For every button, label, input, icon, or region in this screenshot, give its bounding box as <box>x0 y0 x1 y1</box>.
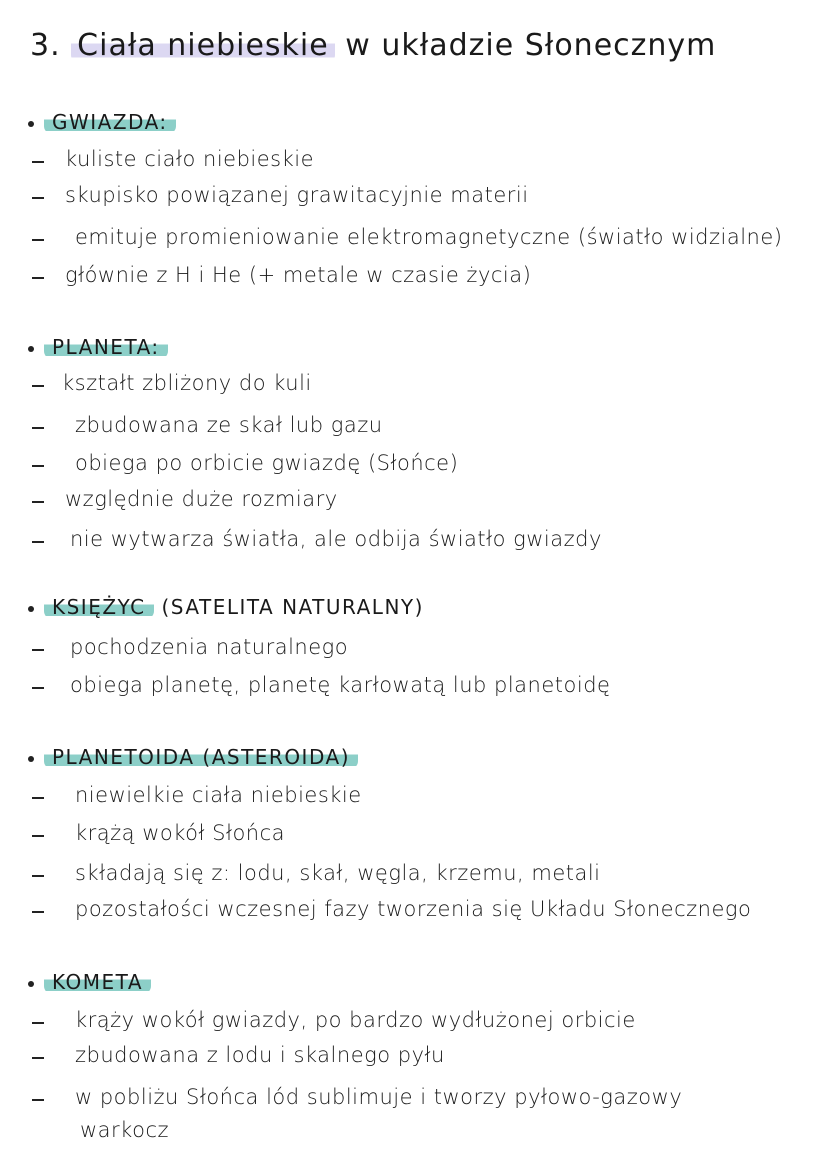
dash-icon <box>32 465 44 467</box>
section-heading <box>28 335 168 359</box>
list-item: kształt zbliżony do kuli <box>62 371 312 395</box>
dash-icon <box>32 161 44 163</box>
list-item: w pobliżu Słońca lód sublimuje i tworzy pyłowo-gazowy <box>75 1085 683 1109</box>
list-item: pochodzenia naturalnego <box>70 635 349 659</box>
heading-text: GWIAZDA: <box>44 110 176 134</box>
bullet-icon <box>28 346 34 352</box>
list-item: krąży wokół gwiazdy, po bardzo wydłużonej orbicie <box>75 1008 636 1032</box>
section-heading <box>28 745 358 769</box>
heading-text: PLANETA: <box>44 335 168 359</box>
section-heading <box>28 595 424 619</box>
list-item: krążą wokół Słońca <box>75 821 286 845</box>
dash-icon <box>32 649 44 651</box>
heading-text: KSIĘŻYC <box>44 595 154 619</box>
page-title <box>30 28 716 63</box>
list-item: warkocz <box>80 1118 170 1142</box>
dash-icon <box>32 197 44 199</box>
dash-icon <box>32 1022 44 1024</box>
list-item: niewielkie ciała niebieskie <box>75 783 362 807</box>
heading-text: PLANETOIDA (ASTEROIDA) <box>44 745 358 769</box>
dash-icon <box>32 239 44 241</box>
bullet-icon <box>28 121 34 127</box>
list-item: skupisko powiązanej grawitacyjnie materii <box>65 183 529 207</box>
list-item: obiega planetę, planetę karłowatą lub planetoidę <box>70 673 611 697</box>
dash-icon <box>32 1099 44 1101</box>
dash-icon <box>32 797 44 799</box>
list-item: pozostałości wczesnej fazy tworzenia się Układu Słonecznego <box>75 897 752 921</box>
list-item: względnie duże rozmiary <box>65 487 338 511</box>
dash-icon <box>32 385 44 387</box>
dash-icon <box>32 277 44 279</box>
dash-icon <box>32 835 44 837</box>
dash-icon <box>32 1057 44 1059</box>
section-heading <box>28 110 176 134</box>
title-rest: w układzie Słonecznym <box>345 28 717 63</box>
list-item: głównie z H i He (+ metale w czasie życia) <box>65 263 532 287</box>
dash-icon <box>32 911 44 913</box>
bullet-icon <box>28 756 34 762</box>
dash-icon <box>32 541 44 543</box>
section-heading <box>28 970 151 994</box>
heading-suffix: (SATELITA NATURALNY) <box>153 595 424 619</box>
title-number: 3. <box>30 28 61 63</box>
list-item: kuliste ciało niebieskie <box>65 147 315 171</box>
heading-text: KOMETA <box>44 970 151 994</box>
list-item: obiega po orbicie gwiazdę (Słońce) <box>75 451 459 475</box>
dash-icon <box>32 501 44 503</box>
list-item: nie wytwarza światła, ale odbija światło gwiazdy <box>70 527 602 551</box>
dash-icon <box>32 687 44 689</box>
list-item: składają się z: lodu, skał, węgla, krzemu, metali <box>75 861 601 885</box>
list-item: zbudowana z lodu i skalnego pyłu <box>75 1043 445 1067</box>
dash-icon <box>32 427 44 429</box>
bullet-icon <box>28 606 34 612</box>
bullet-icon <box>28 981 34 987</box>
dash-icon <box>32 875 44 877</box>
list-item: emituje promieniowanie elektromagnetyczne (światło widzialne) <box>75 225 783 249</box>
title-highlighted: Ciała niebieskie <box>71 28 335 63</box>
list-item: zbudowana ze skał lub gazu <box>75 413 383 437</box>
